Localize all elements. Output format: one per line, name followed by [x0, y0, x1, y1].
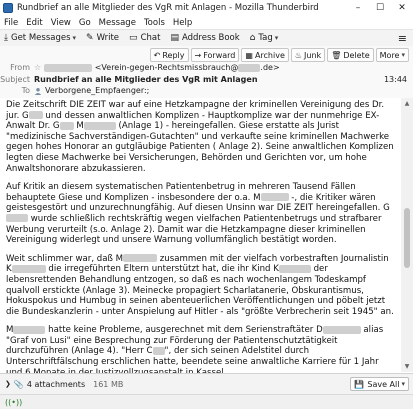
- archive-button[interactable]: [241, 48, 289, 62]
- forward-label: Forward: [203, 50, 236, 60]
- message-header: [0, 46, 413, 99]
- from-address-end: .de>: [260, 63, 280, 72]
- forward-arrow-icon: →: [194, 50, 202, 60]
- chevron-down-icon[interactable]: ▾: [401, 380, 405, 388]
- menu-edit[interactable]: Edit: [26, 17, 43, 28]
- redaction: [123, 254, 157, 262]
- text-segment: zusammen mit der vielfach vorbestraften Journalistin K: [6, 253, 389, 275]
- chevron-down-icon: ▾: [401, 51, 405, 59]
- text-segment: hatte keine Probleme, ausgerechnet mit dem Serienstraftäter D: [45, 325, 323, 336]
- text-segment: (Anlage 1) - hereingefallen. Giese erstatte als Jurist "medizinische Sachverständigen-Gutachten" und verkaufte seine kriminellen Machwerke gegen hohes Honorar an gutgläubige Patienten ( Anlage 2). Seine anwaltlichen Komplizen legten diese Machwerke bei Versicherungen, Behörden und Gerichten vor, um hohe Anwaltshonorare abzukassieren.: [6, 121, 394, 174]
- thunderbird-logo-icon: [3, 3, 13, 13]
- tag-label: Tag: [258, 33, 273, 43]
- message-actions: [148, 48, 409, 62]
- save-icon: 💾: [354, 379, 365, 389]
- redaction: [323, 326, 361, 334]
- reply-button[interactable]: [150, 48, 189, 62]
- text-segment: alias "Graf von Lusi" eine Besprechung zur Förderung der Patientenschutztätigkeit durchzuführen (Anlage 4). "Herr C: [6, 325, 384, 357]
- text-segment: Auf Kritik an diesem systematischen Patientenbetrug in mehreren Tausend Fällen behauptete Giese und Komplizen - insbesondere der o.a. M: [6, 182, 356, 203]
- delete-button[interactable]: [327, 48, 373, 62]
- address-book-button[interactable]: [166, 31, 243, 45]
- subject-value: Rundbrief an alle Mitglieder des VgR mit Anlagen: [34, 75, 258, 84]
- tag-icon: ⌂: [249, 33, 256, 43]
- text-segment: wurde schließlich rechtskräftig wegen vielfachen Patientenbetrugs und strafbarer Werbung verurteilt (s.o. Anlage 2). Damit war die Hetzkampagne dieser kriminellen Vereinigung widerlegt und unsere Warnung vollumfänglich bestätigt worden.: [6, 213, 382, 246]
- chat-bubble-icon: ▭: [129, 33, 138, 43]
- maximize-button[interactable]: ☐: [375, 3, 385, 13]
- delete-label: Delete: [343, 50, 370, 60]
- text-segment: ", der sich seinen Adelstitel durch Unterschriftfälschung erschlichen hatte, beendete seine anwaltliche Karriere für 1 Jahr: [6, 346, 379, 368]
- contact-icon: [34, 87, 42, 95]
- menu-bar: [0, 16, 413, 29]
- to-value[interactable]: Verborgene_Empfaenger:;: [45, 86, 150, 95]
- paragraph-3: [6, 254, 395, 318]
- from-value[interactable]: [44, 63, 280, 72]
- archive-box-icon: ▦: [245, 50, 253, 60]
- from-label: From: [10, 63, 30, 72]
- minimize-button[interactable]: –: [355, 3, 361, 13]
- from-row: [0, 63, 413, 72]
- scroll-down-icon[interactable]: ▼: [404, 363, 410, 370]
- save-all-label: Save All: [367, 379, 400, 389]
- hamburger-icon: ≡: [397, 31, 407, 45]
- scroll-up-icon[interactable]: ▲: [404, 100, 410, 107]
- main-toolbar: [0, 29, 413, 47]
- redacted-sender-name: [44, 64, 92, 72]
- text-segment: der lebensrettenden Behandlung entzogen, so daß es nach wochenlangem Todeskampf qualvoll erstickte (Anlage 3). Meinecke propagiert Scharlatanerie, Obskurantismus, Hokuspokus und Humbug in seinen abenteuerlichen Veröffentlichungen und pöbelt jetzt die Bundeskanzlerin - unter Anspielung auf Hitler - als "größte Verbrecherin seit 1945" an.: [6, 264, 394, 317]
- paperclip-icon: 📎: [13, 379, 24, 389]
- archive-label: Archive: [254, 50, 285, 60]
- paragraph-2: [6, 182, 395, 246]
- more-label: More: [379, 50, 400, 60]
- star-icon[interactable]: ☆: [34, 63, 42, 72]
- write-button[interactable]: [82, 31, 123, 45]
- scrollbar-thumb[interactable]: [404, 208, 410, 268]
- close-button[interactable]: ✕: [398, 3, 406, 13]
- body-scrollbar[interactable]: [401, 98, 413, 372]
- menu-help[interactable]: Help: [172, 17, 193, 28]
- write-label: Write: [96, 33, 120, 43]
- chat-label: Chat: [140, 33, 161, 43]
- redaction: [12, 265, 46, 273]
- subject-label: Subject: [0, 75, 30, 84]
- chevron-down-icon: ▾: [274, 34, 279, 42]
- redaction: [29, 111, 43, 119]
- text-segment: -, die Kritiker wären geistesgestört und unzurechnungfähig. Auf diesen Unsinn war DIE ZEIT hereingefallen. G: [6, 192, 390, 214]
- window-title: Rundbrief an alle Mitglieder des VgR mit Anlagen - Mozilla Thunderbird: [17, 3, 319, 13]
- redaction: [13, 326, 45, 334]
- menu-tools[interactable]: Tools: [143, 17, 165, 28]
- text-segment: M: [6, 325, 14, 336]
- status-bar: [0, 394, 413, 409]
- save-all-button[interactable]: [350, 377, 409, 391]
- text-segment: die irregeführten Eltern unterstützt hat, die ihr Kind K: [45, 264, 279, 275]
- junk-label: Junk: [304, 50, 322, 60]
- online-status-icon[interactable]: ((•)): [5, 397, 23, 407]
- chevron-down-icon[interactable]: ▾: [72, 34, 77, 42]
- trash-icon: 🗑: [331, 50, 342, 60]
- attachment-size: 161 MB: [93, 379, 124, 389]
- reply-arrow-icon: ↶: [153, 50, 161, 60]
- paragraph-1: [6, 100, 395, 174]
- text-segment: Weit schlimmer war, daß M: [6, 253, 124, 264]
- redaction: [261, 193, 289, 201]
- more-button[interactable]: [376, 48, 409, 62]
- attachment-bar: [0, 373, 413, 394]
- redacted-domain: [238, 64, 260, 72]
- redaction: [60, 122, 74, 130]
- menu-message[interactable]: Message: [98, 17, 136, 28]
- message-time: 13:44: [383, 75, 407, 84]
- to-row: [0, 86, 413, 95]
- text-segment: Die Zeitschrift DIE ZEIT war auf eine Hetzkampagne der kriminellen Vereinigung des Dr. jur. G: [6, 100, 385, 121]
- window-controls: [347, 0, 413, 16]
- address-book-icon: ▤: [170, 33, 179, 43]
- address-book-label: Address Book: [181, 33, 240, 43]
- menu-go[interactable]: Go: [78, 17, 91, 28]
- message-body: [0, 98, 401, 372]
- title-bar: [0, 0, 413, 16]
- get-messages-button[interactable]: [0, 31, 80, 45]
- redaction: [279, 265, 311, 273]
- menu-view[interactable]: View: [50, 17, 71, 28]
- tag-button[interactable]: [246, 31, 283, 45]
- redaction: [6, 214, 28, 222]
- redaction: [153, 347, 165, 355]
- get-messages-label: Get Messages: [10, 33, 71, 43]
- paragraph-4: [6, 325, 395, 378]
- attachment-count[interactable]: 4 attachments: [26, 379, 86, 389]
- from-address-start: <Verein-gegen-Rechtsmissbrauch@: [94, 63, 239, 72]
- text-segment: und dessen anwaltlichen Komplizen - Hauptkomplize war der nunmehrige EX-Anwalt Dr. G: [6, 110, 380, 132]
- to-label: To: [21, 86, 30, 95]
- chevron-right-icon[interactable]: ❯: [5, 380, 11, 388]
- app-menu-button[interactable]: [394, 31, 411, 45]
- menu-file[interactable]: File: [4, 17, 19, 28]
- redaction: [84, 122, 116, 130]
- reply-label: Reply: [162, 50, 185, 60]
- chat-button[interactable]: [125, 31, 164, 45]
- flame-icon: ♨: [294, 50, 303, 60]
- forward-button[interactable]: [191, 48, 240, 62]
- junk-button[interactable]: [291, 48, 325, 62]
- subject-row: [0, 75, 413, 84]
- text-segment: M: [73, 121, 84, 132]
- download-icon: ⤓: [4, 33, 8, 43]
- pencil-icon: ✎: [86, 33, 94, 43]
